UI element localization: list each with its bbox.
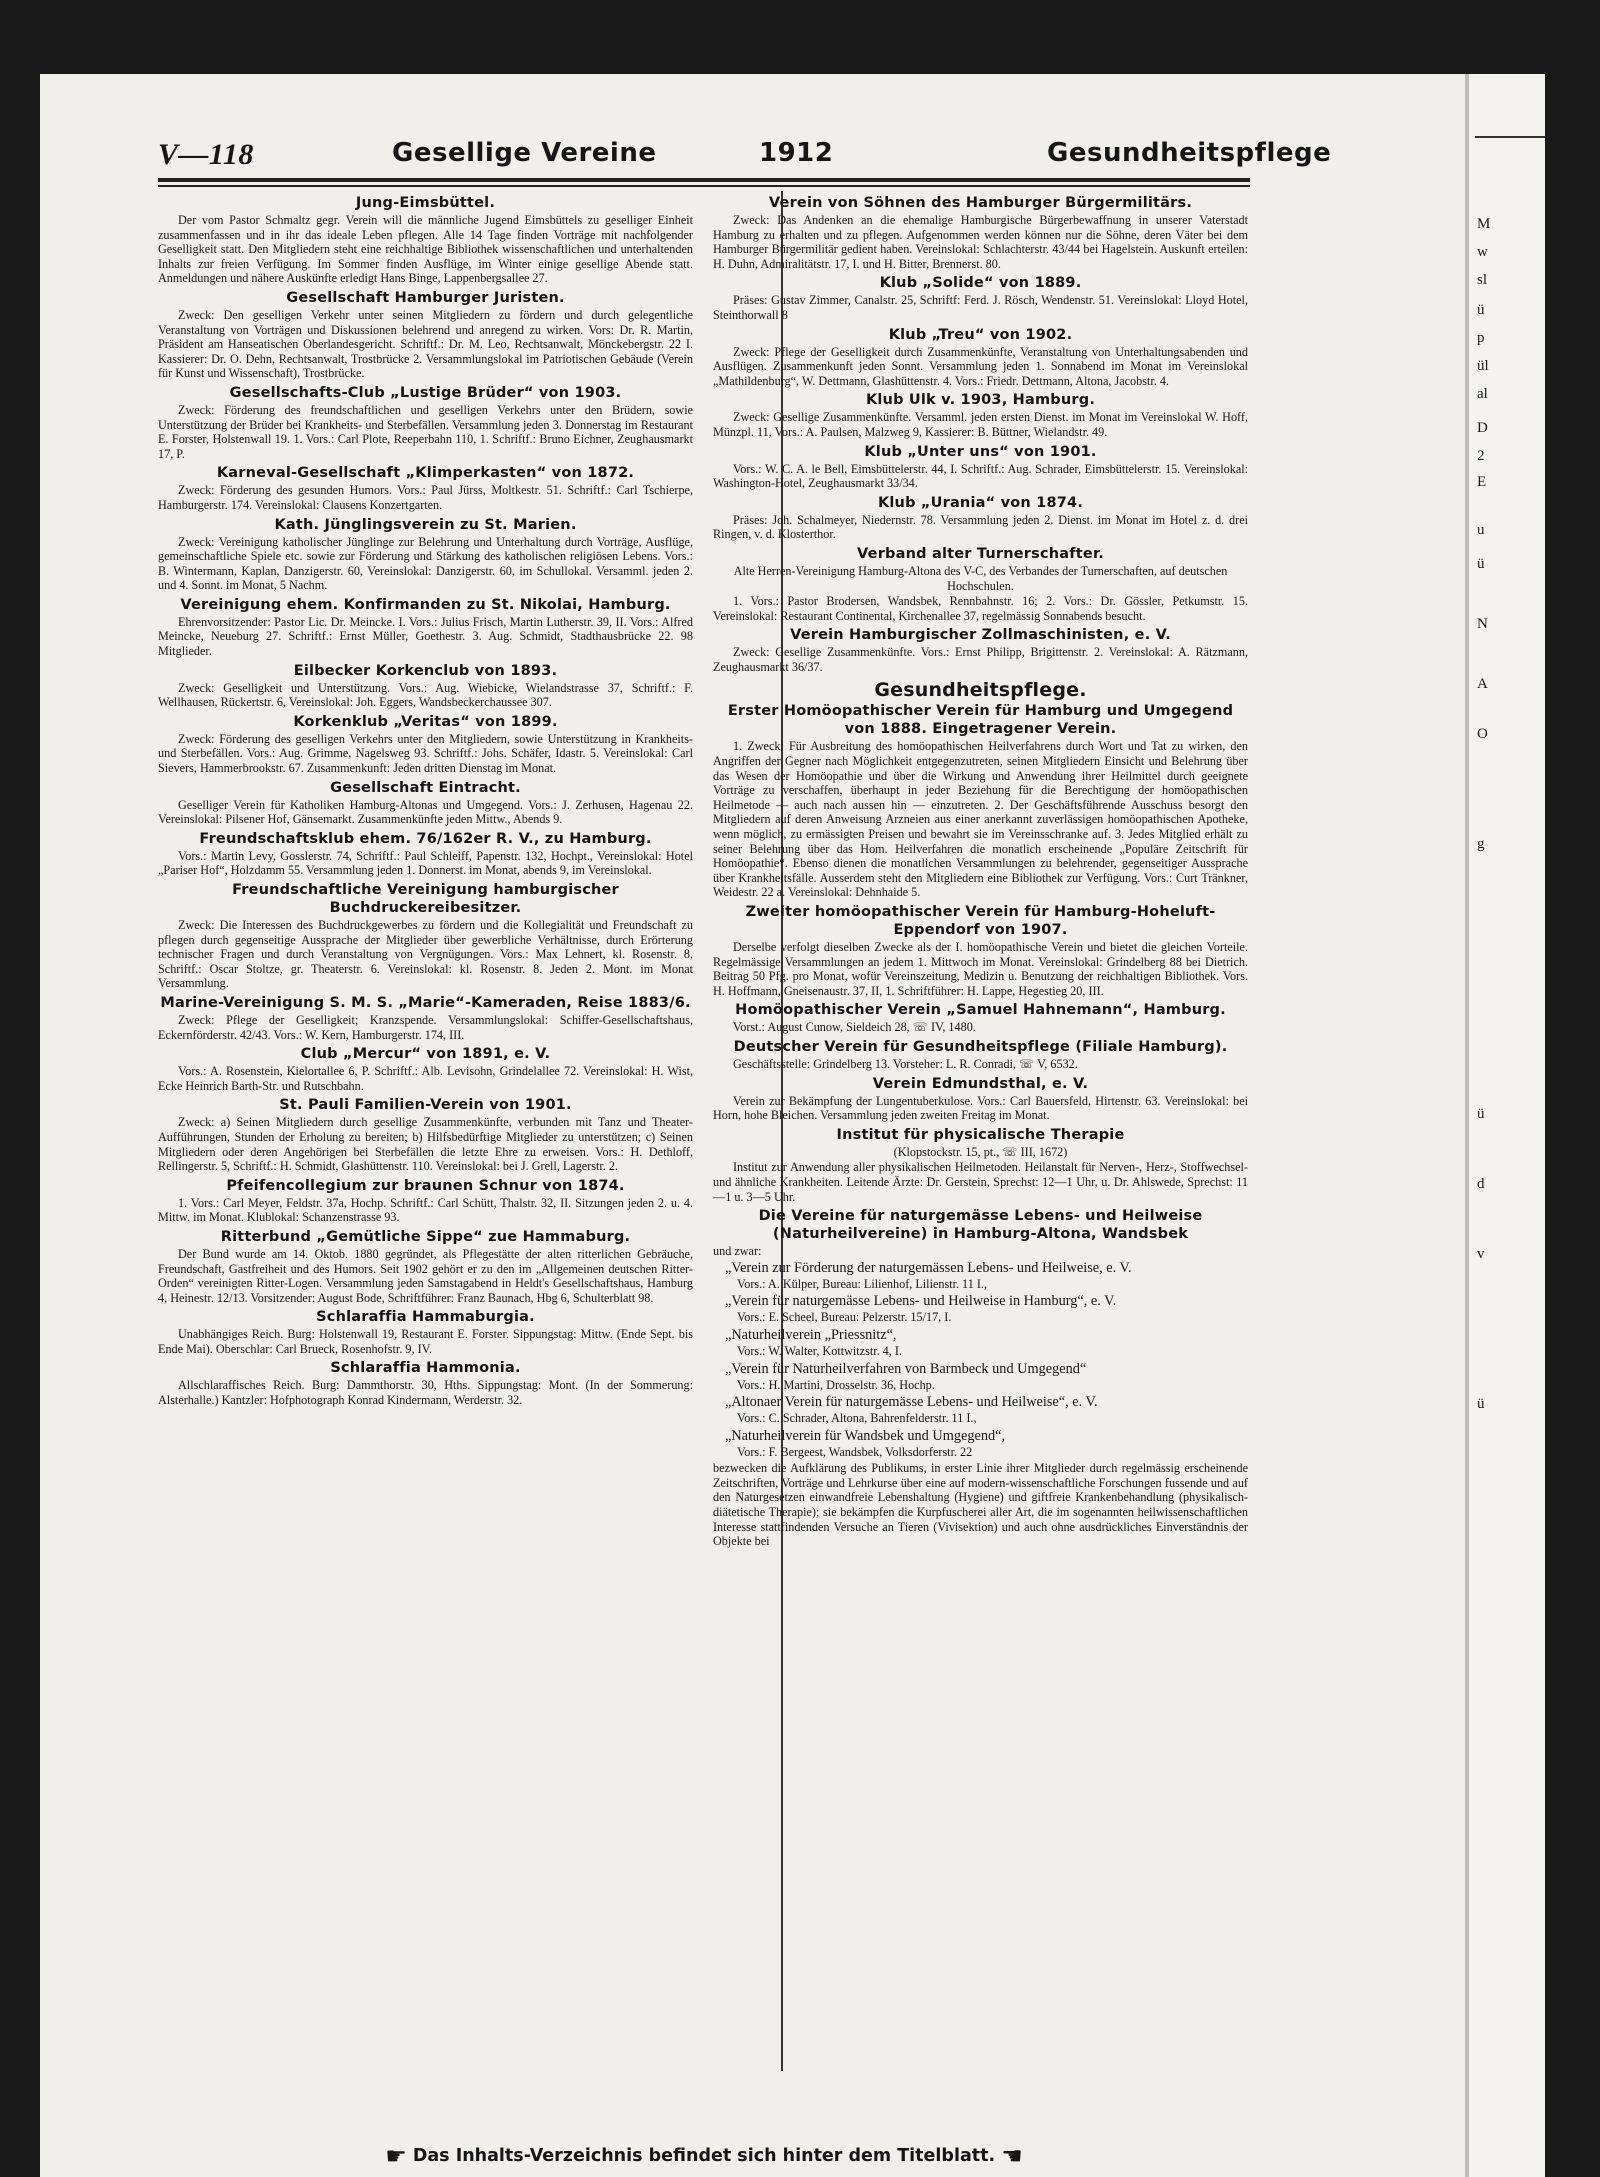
natur-item-name: „Naturheilverein für Wandsbek und Umgegend“, — [725, 1427, 1006, 1444]
entry — [158, 1096, 693, 1173]
entry-text: Vorst.: August Cunow, Sieldeich 28, ☏ IV, 1480. — [733, 1020, 976, 1035]
page-header — [158, 138, 1332, 182]
natur-item-name: „Verein zur Förderung der naturgemässen Lebens- und Heilweise, e. V. — [725, 1259, 1132, 1276]
entry-title: Die Vereine für naturgemässe Lebens- und Heilweise (Naturheilvereine) in Hamburg-Altona, Wandsbek — [758, 1208, 1203, 1243]
entry — [158, 881, 693, 991]
natur-item-name: „Verein für naturgemässe Lebens- und Heilweise in Hamburg“, e. V. — [725, 1293, 1117, 1310]
entry — [713, 391, 1248, 439]
next-page-fragment: N — [1477, 616, 1488, 632]
next-page-fragment: v — [1477, 1246, 1485, 1262]
entry-title: Freundschaftliche Vereinigung hamburgischer Buchdruckereibesitzer. — [232, 882, 619, 916]
right-column — [713, 191, 1248, 2097]
entry-title: Institut für physicalische Therapie — [836, 1126, 1125, 1143]
footer-text: Das Inhalts-Verzeichnis befindet sich hinter dem Titelblatt. — [412, 2146, 996, 2166]
entry — [158, 384, 693, 461]
entry-text: 1. Zweck: Für Ausbreitung des homöopathischen Heilverfahrens durch Wort und Tat zu wirken, den Angriffen der Gegner nach Möglichkeit entgegenzutreten, seinen Mitgliedern Einsicht und Belehrung über das Wesen der Homöopathie und über die Wirkung und Anwendung ihrer Heilmittel durch geeignete Vorträge zu verschaffen, überhaupt in jeder Beziehung für die Berechtigung der homöopathischen Heilmetode — auch nach aussen hin — einzutreten. 2. Der Geschäftsführende Ausschuss besorgt den Mitgliedern auf deren Anweisung Arzneien aus einer anerkannt zuverlässigen homöopathischen Apotheke, wenn möglich, zu ermässigten Preisen und bewahrt sie im Vereinsschranke auf. 3. Jedes Mitglied erhält zu seiner Belehrung über das Hom. Heilverfahren die monatlich erscheinende „Populäre Zeitschrift für Homöopathie“. Ebenso dienen die monatlichen Versammlungen zu belehrender, gegenseitiger Aussprache über Krankheitsfälle. Ausserdem steht den Mitgliedern eine Bibliothek zur Verfügung. Vors.: Curt Tränkner, Weidestr. 22 a. Vereinslokal: Dehnhaide 5. — [713, 739, 1248, 900]
entry-text: Unabhängiges Reich. Burg: Holstenwall 19, Restaurant E. Forster. Sippungstag: Mittw. (Ende Sept. bis Ende Mai). Oberschlar: Carl Brueck, Rosenhofstr. 9, IV. — [158, 1327, 693, 1356]
entry-text: Zweck: Förderung des gesunden Humors. Vors.: Paul Jürss, Moltkestr. 51. Schriftf.: Carl Tschierpe, Hamburgerstr. 174. Vereinslokal: Clausens Konzertgarten. — [158, 483, 693, 512]
natur-item-info: Vors.: H. Martini, Drosselstr. 36, Hochp. — [737, 1377, 935, 1392]
page-gutter — [1465, 74, 1469, 2177]
entry — [158, 1228, 693, 1305]
scanned-sheet — [40, 74, 1545, 2177]
entry-text: Zweck: a) Seinen Mitgliedern durch gesellige Zusammenkünfte, verbunden mit Tanz und Theater-Aufführungen, Stunden der Erholung zu bereiten; b) Hilfsbedürftige Mitglieder zu unterstützen; c) Seinen Mitgliedern oder deren Angehörigen bei Sterbefällen die letzte Ehre zu erweisen. Vors.: H. Dethloff, Rellingerstr. 5, Schriftf.: H. Schmidt, Glashüttenstr. 110. Vereinslokal: bei J. Grell, Lagerstr. 2. — [158, 1115, 693, 1174]
next-page-fragment: ü — [1477, 1396, 1485, 1412]
entry — [713, 702, 1248, 900]
entry-text: Derselbe verfolgt dieselben Zwecke als der I. homöopathische Verein und bietet die gleichen Vorteile. Regelmässige Versammlungen an jedem 1. Mittwoch im Monat. Vereinslokal: Grindelberg 88 bei Dietrich. Beitrag 50 Pfg. pro Monat, wofür Vereinszeitung, Medizin u. Benutzung der reichhaltigen Bibliothek. Vors. H. Hoffmann, Gneisenaustr. 37, II, 1. Schriftführer: H. Lappe, Hegestieg 20, III. — [713, 940, 1248, 998]
next-page-fragment: ü — [1477, 302, 1485, 318]
entry-title: Klub „Solide“ von 1889. — [879, 275, 1082, 292]
natur-item-name: „Naturheilverein „Priessnitz“, — [725, 1326, 897, 1343]
header-rule-thick — [158, 178, 1250, 182]
next-page-fragment: ü — [1477, 1106, 1485, 1122]
entry-title: Schlaraffia Hammaburgia. — [316, 1309, 535, 1326]
entry — [158, 713, 693, 776]
entry-text: Zweck: Pflege der Geselligkeit durch Zusammenkünfte, Veranstaltung von Unterhaltungsabenden und Ausflügen. Zusammenkunft jeden Sonnt. Versammlung jeden 1. Sonnabend im Monat im Vereinslokal „Mathildenburg“, W. Dettmann, Glashüttenstr. 4. Vors.: Friedr. Dettmann, Altona, Jacobstr. 4. — [713, 344, 1248, 388]
entry — [713, 903, 1248, 998]
next-page-fragment: p — [1477, 330, 1485, 346]
entry-text: Zweck: Pflege der Geselligkeit; Kranzspende. Versammlungslokal: Schiffer-Gesellschaftshaus, Eckernförderstr. 42/43. Vors.: W. Kern, Hamburgerstr. 174, III. — [158, 1012, 693, 1042]
page — [40, 74, 1465, 2177]
entry-text: Geselliger Verein für Katholiken Hamburg-Altonas und Umgegend. Vors.: J. Zerhusen, Hagenau 22. Vereinslokal: Pilsener Hof, Gänsemarkt. Zusammenkünfte jeden Mittw., Abends 9. — [158, 797, 693, 827]
next-page-fragment: M — [1477, 216, 1491, 232]
natur-intro: und zwar: — [713, 1244, 762, 1259]
entry-title: Club „Mercur“ von 1891, e. V. — [300, 1046, 551, 1063]
natur-item — [725, 1394, 1248, 1426]
entry-title: Ritterbund „Gemütliche Sippe“ zue Hammaburg. — [220, 1228, 631, 1245]
entry-text: Präses: Joh. Schalmeyer, Niedernstr. 78. Versammlung jeden 2. Dienst. im Monat im Hotel z. d. drei Ringen, v. d. Klosterthor. — [713, 512, 1248, 542]
entry-title: Klub „Unter uns“ von 1901. — [864, 443, 1097, 460]
section-title: Gesundheitspflege. — [874, 679, 1087, 702]
next-page-rule — [1475, 136, 1545, 138]
entry-text: Der vom Pastor Schmaltz gegr. Verein will die männliche Jugend Eimsbüttels zu geselliger Einheit zusammenfassen und in ihr das ideale Leben pflegen. Alle 14 Tage finden Vorträge mit nachfolgender Geselligkeit statt. Den Mitgliedern steht eine reichhaltige Bibliothek wissenschaftlichen und unterhaltenden Inhalts zur freien Verfügung. Im Sommer finden Ausflüge, im Winter einige gesellige Abende statt. Anmeldungen und nähere Auskünfte erledigt Hans Binge, Lappenbergsallee 27. — [158, 213, 693, 286]
entry — [158, 1177, 693, 1225]
entry — [713, 545, 1248, 623]
entry-text: Zweck: Den geselligen Verkehr unter seinen Mitgliedern zu fördern und durch gelegentliche Veranstaltung von Vorträgen und Diskussionen belehrend und anregend zu wirken. Vors: Dr. R. Martin, Präsident am Hanseatischen Oberlandesgericht. Schriftf.: Dr. M. Leo, Rechtsanwalt, Mönckebergstr. 22 I. Kassierer: Dr. O. Dehn, Rechtsanwalt, Trostbrücke 2. Versammlungslokal im Patriotischen Gebäude (Verein für Kunst und Wissenschaft), Trostbrücke. — [158, 307, 693, 381]
entry-title: Klub Ulk v. 1903, Hamburg. — [865, 392, 1096, 409]
entry-title: Zweiter homöopathischer Verein für Hamburg-Hoheluft-Eppendorf von 1907. — [745, 904, 1216, 938]
next-page-fragment: d — [1477, 1176, 1485, 1192]
entry — [158, 464, 693, 512]
entry-title: Erster Homöopathischer Verein für Hamburg und Umgegend von 1888. Eingetragener Verein. — [727, 703, 1234, 738]
natur-item-info: Vors.: F. Bergeest, Wandsbek, Volksdorferstr. 22 — [737, 1444, 973, 1459]
entry-title: Eilbecker Korkenclub von 1893. — [293, 662, 558, 679]
header-left-title: Gesellige Vereine — [392, 138, 657, 168]
entry-text: Vors.: W. C. A. le Bell, Eimsbüttelerstr. 44, I. Schriftf.: Aug. Schrader, Eimsbüttelerstr. 15. Vereinslokal: Washington-Hotel, Zeughausmarkt 33/34. — [713, 461, 1248, 491]
entry-title: Deutscher Verein für Gesundheitspflege (Filiale Hamburg). — [733, 1038, 1228, 1055]
entry-title: Homöopathischer Verein „Samuel Hahnemann“, Hamburg. — [735, 1002, 1226, 1019]
page-number: V—118 — [158, 138, 254, 171]
entry-text: Zweck: Förderung des freundschaftlichen und geselligen Verkehrs unter den Brüdern, sowie Unterstützung der Brüder bei Krankheits- und Sterbefällen. Versammlung jeden 3. Donnerstag im Restaurant E. Forster, Holstenwall 19. 1. Vors.: Carl Plote, Reeperbahn 110, 1. Schriftf.: Bruno Eichner, Zeughausmarkt 17, P. — [158, 402, 693, 461]
entry-title: Klub „Urania“ von 1874. — [877, 494, 1084, 511]
natur-item-name: „Verein für Naturheilverfahren von Barmbeck und Umgegend“ — [725, 1360, 1087, 1377]
natur-item — [725, 1428, 1248, 1460]
entry-text: 1. Vors.: Pastor Brodersen, Wandsbek, Rennbahnstr. 16; 2. Vors.: Dr. Gössler, Petkumstr. 15. Vereinslokal: Restaurant Continental, Kirchenallee 37, regelmässig Sonnabends besucht. — [713, 594, 1248, 623]
entry — [158, 596, 693, 659]
entry-text: Zweck: Die Interessen des Buchdruckgewerbes zu fördern und die Kollegialität und Freundschaft zu pflegen durch gegenseitige Aussprache der Mitglieder über gewerbliche Verhältnisse, durch Erörterung technischer Fragen und durch Veranstaltung von Vergnügungen. Vors.: Max Lehnert, kl. Rosenstr. 8, Schriftf.: Oscar Stoltze, gr. Theaterstr. 6. Vereinslokal: kl. Rosenstr. 8. Jeden 2. Mont. im Monat Versammlung. — [158, 918, 693, 991]
entry — [713, 1001, 1248, 1035]
entry — [158, 1359, 693, 1407]
next-page-fragment: E — [1477, 474, 1487, 490]
health-list — [713, 702, 1248, 1204]
next-page-fragment: ü — [1477, 556, 1485, 572]
natur-item — [725, 1293, 1248, 1325]
entry-title: Verein Edmundsthal, e. V. — [872, 1075, 1089, 1092]
entry-subtitle: Alte Herren-Vereinigung Hamburg-Altona des V-C, des Verbandes der Turnerschaften, auf deutschen Hochschulen. — [733, 563, 1228, 593]
entry-text: Zweck: Gesellige Zusammenkünfte. Vors.: Ernst Philipp, Brigittenstr. 2. Vereinslokal: A. Rätzmann, Zeughausmarkt 36/37. — [713, 645, 1248, 674]
entry — [713, 1038, 1248, 1072]
entry-text: Zweck: Geselligkeit und Unterstützung. Vors.: Aug. Wiebicke, Wielandstrasse 37, Schriftf.: F. Wellhausen, Rückertstr. 6, Vereinslokal: Joh. Eggers, Wandsbeckerchaussee 307. — [158, 680, 693, 710]
entry-title: Schlaraffia Hammonia. — [330, 1360, 521, 1377]
next-page-fragment: w — [1477, 244, 1488, 260]
entry — [158, 194, 693, 286]
entry — [158, 516, 693, 593]
pointing-hand-icon: ☚ — [1001, 2142, 1023, 2170]
next-page-fragment: u — [1477, 522, 1485, 538]
natur-outro: bezwecken die Aufklärung des Publikums, in erster Linie ihrer Mitglieder durch regelmässig erscheinende Zeitschriften, Vorträge und Lehrkurse über eine auf modern-wissenschaftliche Forschungen fussende und auf den Naturgesetzen einwandfreie Lebenshaltung (Hygiene) und giftfreie Krankenbehandlung (physikalisch-diätetische Therapie); sie bekämpfen die Kurpfuscherei aller Art, die im sogenannten heilwissenschaftlichen Interesse stattfindenden Versuche an Tieren (Vivisektion) und auch ohne ausdrückliches Einverständnis der Objekte bei — [713, 1461, 1248, 1549]
entry-title: Freundschaftsklub ehem. 76/162er R. V., zu Hamburg. — [199, 830, 652, 847]
next-page-edge — [1465, 74, 1545, 2177]
left-column — [158, 191, 693, 2097]
entry — [713, 1075, 1248, 1123]
entry-title: Verein Hamburgischer Zollmaschinisten, e. V. — [790, 627, 1171, 644]
natur-item-name: „Altonaer Verein für naturgemässe Lebens- und Heilweise“, e. V. — [725, 1394, 1098, 1411]
header-right-title: Gesundheitspflege — [1047, 138, 1332, 168]
natur-item-info: Vors.: W. Walter, Kottwitzstr. 4, I. — [737, 1343, 902, 1358]
next-page-fragment: ül — [1477, 358, 1489, 374]
entry-text: 1. Vors.: Carl Meyer, Feldstr. 37a, Hochp. Schriftf.: Carl Schütt, Thalstr. 32, II. Sitzungen jeden 2. u. 4. Mittw. im Monat. Klublokal: Schanzenstrasse 93. — [158, 1195, 693, 1225]
entry — [158, 994, 693, 1042]
next-page-fragment: g — [1477, 836, 1485, 852]
entry-title: Pfeifencollegium zur braunen Schnur von 1874. — [226, 1177, 625, 1194]
entry-title: Verband alter Turnerschafter. — [857, 545, 1104, 562]
entry-text: Zweck: Vereinigung katholischer Jünglinge zur Belehrung und Unterhaltung durch Vorträge, Ausflüge, gemeinschaftliche Spiele etc. sowie zur Förderung und Stärkung des katholischen religiösen Lebens. Vors.: B. Wintermann, Kaplan, Danzigerstr. 60, Vereinslokal: Danzigerstr. 60, im Schullokal. Versamml. jeden 2. und 4. Sonnt. im Monat, 5 Nachm. — [158, 534, 693, 593]
entry-subtitle: (Klopstockstr. 15, pt., ☏ III, 1672) — [893, 1144, 1068, 1159]
next-page-fragment: A — [1477, 676, 1488, 692]
entry-text: Vors.: A. Rosenstein, Kielortallee 6, P. Schriftf.: Alb. Levisohn, Grindelallee 72. Vereinslokal: H. Wist, Ecke Heinrich Barth-Str. und Rutschbahn. — [158, 1064, 693, 1093]
entry — [158, 830, 693, 878]
entry-title: Vereinigung ehem. Konfirmanden zu St. Nikolai, Hamburg. — [180, 596, 671, 613]
natur-item-info: Vors.: E. Scheel, Bureau: Pelzerstr. 15/17, I. — [737, 1310, 952, 1325]
header-rule-thin — [158, 185, 1250, 187]
right-club-list — [713, 194, 1248, 542]
entry-text: Zweck: Gesellige Zusammenkünfte. Versamml. jeden ersten Dienst. im Monat im Vereinslokal W. Hoff, Münzpl. 11, Vors.: A. Paulsen, Malzweg 9, Kassierer: B. Büttner, Wielandstr. 49. — [713, 410, 1248, 439]
next-page-fragment: 2 — [1477, 448, 1485, 464]
entry-text: Geschäftsstelle: Grindelberg 13. Vorsteher: L. R. Conradi, ☏ V, 6532. — [733, 1056, 1078, 1071]
entry-text: Ehrenvorsitzender: Pastor Lic. Dr. Meincke. I. Vors.: Julius Frisch, Martin Lutherstr. 39, II. Vors.: Alfred Meincke, Neueburg 27. Schriftf.: Ernst Müller, Goethestr. 3. Aug. Schmidt, Stadthausbrücke 22. 98 Mitglieder. — [158, 614, 693, 659]
next-page-fragment: O — [1477, 726, 1488, 742]
entry — [713, 443, 1248, 491]
entry — [713, 1126, 1248, 1204]
next-page-fragment: sl — [1477, 272, 1488, 288]
natur-item-info: Vors.: A. Külper, Bureau: Lilienhof, Lilienstr. 11 I., — [737, 1276, 987, 1291]
entry-text: Allschlaraffisches Reich. Burg: Dammthorstr. 30, Hths. Sippungstag: Mont. (In der Sommerung: Alsterhalle.) Kantzler: Hofphotograph Konrad Kindermann, Werderstr. 32. — [158, 1378, 693, 1408]
entry — [158, 662, 693, 710]
entry-title: Verein von Söhnen des Hamburger Bürgermilitärs. — [768, 195, 1193, 211]
pointing-hand-icon: ☛ — [385, 2142, 407, 2170]
entry — [713, 274, 1248, 322]
entry — [713, 194, 1248, 271]
entry — [158, 1045, 693, 1093]
entry-text: Zweck: Das Andenken an die ehemalige Hamburgische Bürgerbewaffnung in unserer Vaterstadt Hamburg zu erhalten und zu pflegen. Aufgenommen werden können nur die Söhne, deren Väter bei dem Hamburger Bürgermilitär gedient haben. Vereinslokal: Schlachterstr. 43/44 bei Hagelstein. Auskunft erteilen: H. Duhn, Admiralitätstr. 17, I. und H. Bitter, Brennerst. 80. — [713, 213, 1248, 271]
entry-title: Kath. Jünglingsverein zu St. Marien. — [274, 516, 577, 533]
footer-note — [158, 2142, 1250, 2170]
entry-title: Jung-Eimsbüttel. — [355, 195, 496, 211]
next-page-fragment: D — [1477, 420, 1488, 436]
entry-text: Präses: Gustav Zimmer, Canalstr. 25, Schriftf: Ferd. J. Rösch, Wendenstr. 51. Vereinslokal: Lloyd Hotel, Steinthorwall 8 — [713, 293, 1248, 322]
entry — [158, 779, 693, 827]
entry-title: Marine-Vereinigung S. M. S. „Marie“-Kameraden, Reise 1883/6. — [160, 994, 691, 1011]
natur-list — [713, 1260, 1248, 1460]
entry-text: Vors.: Martin Levy, Gosslerstr. 74, Schriftf.: Paul Schleiff, Papenstr. 132, Hochpt., Vereinslokal: Hotel „Pariser Hof“, Holzdamm 55. Versammlung jeden 1. Donnerst. im Monat, abends 9, im Vereinslokal. — [158, 848, 693, 878]
natur-item — [725, 1260, 1248, 1292]
entry — [713, 326, 1248, 389]
entry-title: Gesellschaft Eintracht. — [330, 779, 521, 796]
header-year: 1912 — [759, 138, 834, 168]
natur-entry — [713, 1207, 1248, 1549]
entry — [158, 1308, 693, 1356]
entry-title: Gesellschaft Hamburger Juristen. — [286, 289, 565, 306]
entry-title: Karneval-Gesellschaft „Klimperkasten“ von 1872. — [216, 465, 635, 482]
natur-item — [725, 1361, 1248, 1393]
next-page-fragment: al — [1477, 386, 1488, 402]
entry-text: Der Bund wurde am 14. Oktob. 1880 gegründet, als Pflegestätte der alten ritterlichen Gebräuche, Freundschaft, Gastfreiheit und des Humors. Seit 1902 gehört er zu den im „Allgemeinen deutschen Ritter-Orden“ vereinigten Ritter-Logen. Versammlung jeden Samstagabend in Heldt's Gesellschaftshaus, Hamburg 4, Heinestr. 12/13. Vorsitzender: August Bode, Schriftführer: Franz Baunach, Hbg 6, Schulterblatt 98. — [158, 1246, 693, 1305]
entry-title: Korkenklub „Veritas“ von 1899. — [293, 713, 558, 730]
entry-text: Institut zur Anwendung aller physikalischen Heilmetoden. Heilanstalt für Nerven-, Herz-, Stoffwechsel- und ähnliche Krankheiten. Leitende Ärzte: Dr. Gerstein, Sprechst: 12—1 Uhr, u. Dr. Ahlswede, Sprechst: 11—1 u. 3—5 Uhr. — [713, 1160, 1248, 1204]
entry-text: Verein zur Bekämpfung der Lungentuberkulose. Vors.: Carl Bauersfeld, Hirtenstr. 63. Vereinslokal: bei Horn, hohe Bleichen. Versammlung jeden zweiten Freitag im Monat. — [713, 1093, 1248, 1123]
entry-title: St. Pauli Familien-Verein von 1901. — [279, 1097, 572, 1114]
entry — [713, 626, 1248, 674]
entry — [158, 289, 693, 381]
entry-title: Klub „Treu“ von 1902. — [888, 326, 1073, 343]
entry — [713, 494, 1248, 542]
natur-item-info: Vors.: C. Schrader, Altona, Bahrenfelderstr. 11 I., — [737, 1411, 977, 1426]
entry-text: Zweck: Förderung des geselligen Verkehrs unter den Mitgliedern, sowie Unterstützung in Krankheits- und Sterbefällen. Vors.: Aug. Grimme, Nagelsweg 93. Schriftf.: Johs. Schäfer, Idastr. 5. Vereinslokal: Carl Sievers, Hammerbrookstr. 67. Zusammenkunft: Jeden dritten Dienstag im Monat. — [158, 731, 693, 776]
entry-title: Gesellschafts-Club „Lustige Brüder“ von 1903. — [229, 384, 622, 401]
natur-item — [725, 1327, 1248, 1359]
